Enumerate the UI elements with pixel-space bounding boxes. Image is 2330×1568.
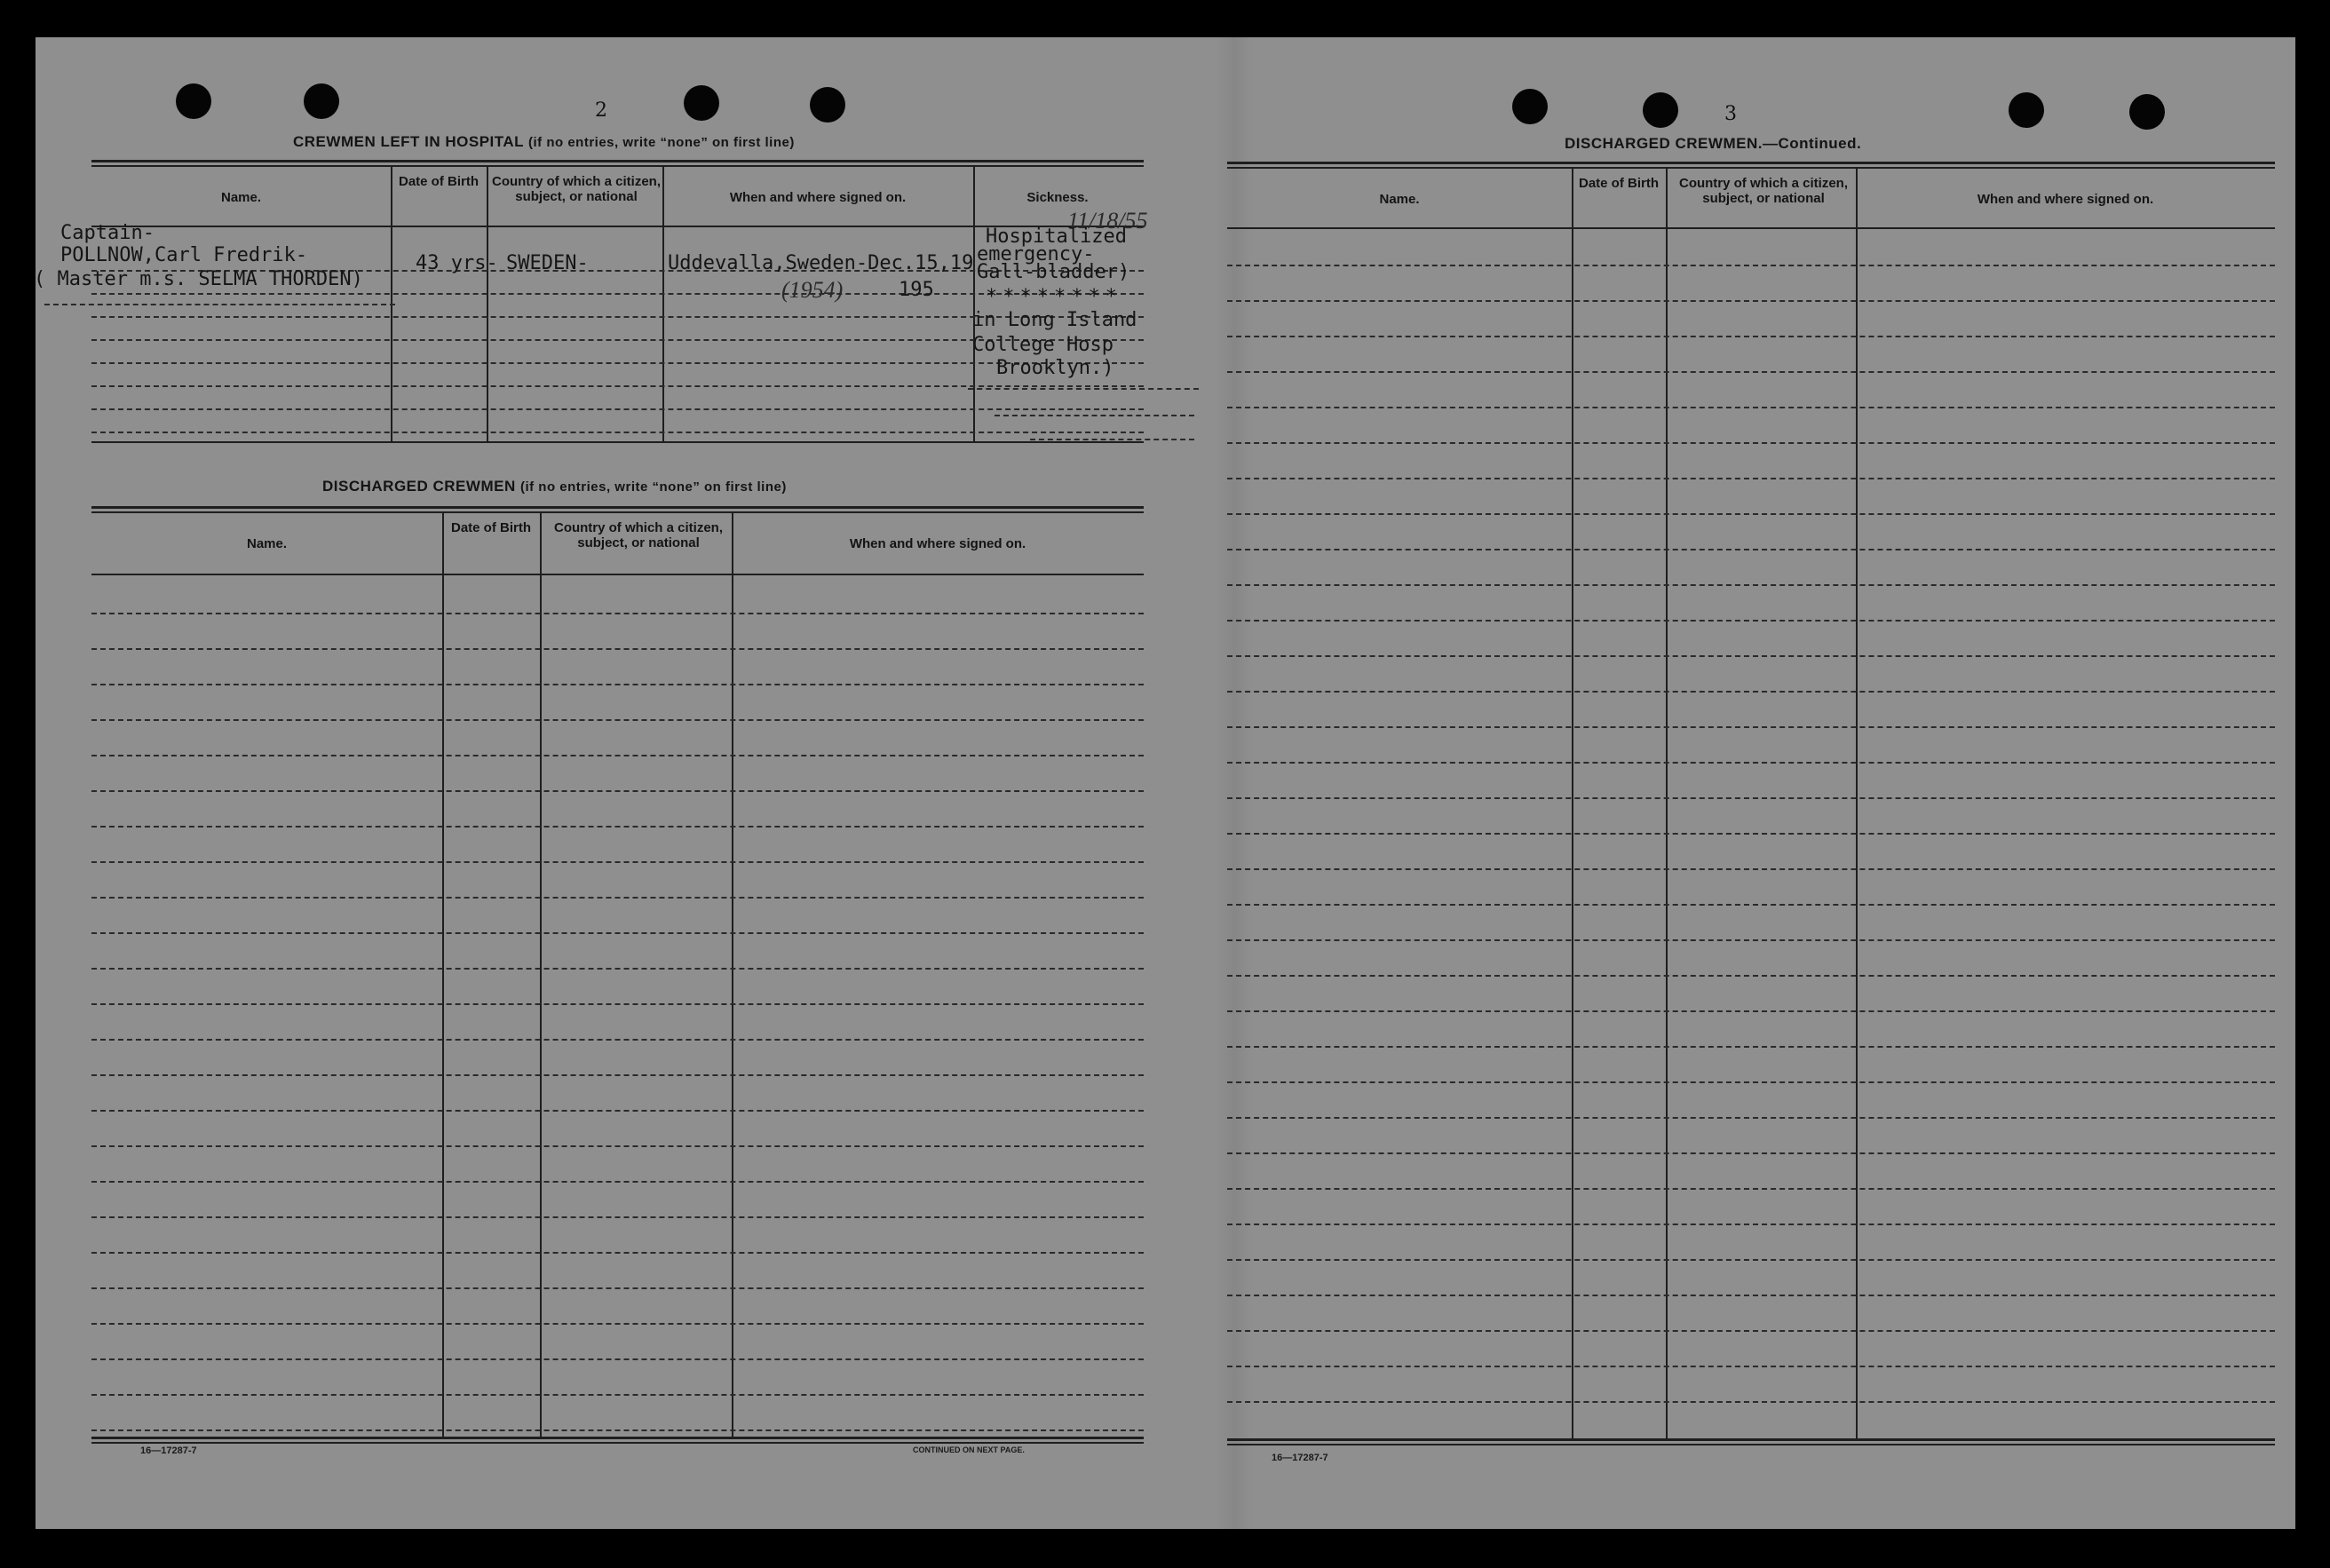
entry-signed-on: Uddevalla,Sweden-Dec.15,19: [668, 252, 974, 274]
col-divider: [662, 167, 664, 442]
entry-sickness: ********: [986, 286, 1122, 308]
discharged-section-title: [322, 478, 787, 495]
col-divider: [442, 513, 444, 1437]
entry-rank: Captain-: [60, 222, 155, 244]
typed-dash-line: [44, 304, 395, 305]
ruled-row-line: [1227, 336, 2275, 337]
ruled-row-line: [91, 861, 1144, 863]
hospital-table-bottom-rule: [91, 441, 1144, 443]
form-code: 16—17287-7: [140, 1445, 197, 1456]
col-header-signed-on: When and where signed on.: [1977, 192, 2154, 207]
discharged-table-top-rule: [91, 506, 1144, 509]
ruled-row-line: [1227, 265, 2275, 266]
entry-country: SWEDEN-: [506, 252, 589, 274]
typed-dash-line: [995, 415, 1194, 416]
col-header-dob: Date of Birth: [1579, 176, 1659, 191]
ruled-row-line: [91, 1145, 1144, 1147]
col-header-dob: Date of Birth: [399, 174, 479, 189]
ruled-row-line: [91, 1323, 1144, 1325]
punch-hole: [1643, 92, 1678, 128]
ruled-row-line: [1227, 620, 2275, 622]
ruled-row-line: [91, 1358, 1144, 1360]
col-divider: [732, 513, 733, 1437]
entry-signed-year-handwritten: (1954): [781, 277, 844, 303]
ruled-row-line: [1227, 1259, 2275, 1261]
ruled-row-line: [91, 362, 1144, 364]
ruled-row-line: [91, 385, 1144, 387]
entry-signed-year-typed: 195: [899, 279, 934, 301]
col-header-dob: Date of Birth: [451, 520, 531, 535]
right-table-bottom-rule: [1227, 1444, 2275, 1445]
col-header-name: Name.: [1379, 192, 1420, 207]
page-number: 3: [1724, 103, 1737, 125]
ruled-row-line: [1227, 1295, 2275, 1296]
ruled-row-line: [1227, 1366, 2275, 1367]
ruled-row-line: [1227, 975, 2275, 977]
ruled-row-line: [91, 790, 1144, 792]
punch-hole: [1512, 89, 1548, 124]
ruled-row-line: [1227, 442, 2275, 444]
entry-sickness: emergency-: [977, 243, 1095, 265]
right-table-bottom-rule: [1227, 1438, 2275, 1441]
ruled-row-line: [91, 1003, 1144, 1005]
ruled-row-line: [91, 968, 1144, 970]
entry-sickness: in Long Island: [972, 309, 1137, 331]
entry-name: POLLNOW,Carl Fredrik-: [60, 244, 308, 266]
col-header-country: Country of which a citizen, subject, or national: [491, 174, 661, 204]
ruled-row-line: [1227, 549, 2275, 550]
ruled-row-line: [1227, 1152, 2275, 1154]
entry-position: ( Master m.s. SELMA THORDEN): [34, 268, 363, 290]
hospital-title-text: CREWMEN LEFT IN HOSPITAL: [293, 133, 524, 150]
hospital-table-top-rule: [91, 160, 1144, 162]
ruled-row-line: [91, 897, 1144, 899]
punch-hole: [2129, 94, 2165, 130]
discharged-table-top-rule: [91, 511, 1144, 513]
continued-section-title: DISCHARGED CREWMEN.—Continued.: [1565, 135, 1862, 152]
col-header-signed-on: When and where signed on.: [729, 190, 907, 205]
ruled-row-line: [91, 648, 1144, 650]
punch-hole: [684, 85, 719, 121]
header-rule: [91, 574, 1144, 575]
ruled-row-line: [91, 613, 1144, 614]
page-number: 2: [595, 99, 607, 122]
ruled-row-line: [1227, 1330, 2275, 1332]
col-divider: [973, 167, 975, 442]
ruled-row-line: [1227, 1224, 2275, 1225]
entry-age: 43 yrs-: [416, 252, 498, 274]
col-header-name: Name.: [246, 536, 288, 551]
ruled-row-line: [1227, 1081, 2275, 1083]
col-divider: [1666, 169, 1668, 1438]
ruled-row-line: [91, 1394, 1144, 1396]
col-header-signed-on: When and where signed on.: [849, 536, 1026, 551]
typed-dash-line: [1030, 439, 1194, 440]
ruled-row-line: [1227, 904, 2275, 906]
manifest-sheet: [36, 37, 2295, 1529]
ruled-row-line: [91, 1039, 1144, 1041]
ruled-row-line: [91, 719, 1144, 721]
ruled-row-line: [91, 408, 1144, 410]
ruled-row-line: [1227, 833, 2275, 835]
typed-dash-line: [968, 388, 1199, 390]
ruled-row-line: [1227, 1046, 2275, 1048]
col-header-name: Name.: [220, 190, 262, 205]
entry-sickness: College Hosp: [972, 334, 1113, 356]
ruled-row-line: [91, 684, 1144, 685]
ruled-row-line: [1227, 726, 2275, 728]
ruled-row-line: [1227, 939, 2275, 941]
continued-note: CONTINUED ON NEXT PAGE.: [913, 1445, 1025, 1454]
col-header-country: Country of which a citizen, subject, or national: [553, 520, 723, 550]
hospital-section-title: [293, 133, 795, 151]
ruled-row-line: [1227, 513, 2275, 515]
entry-sickness: Hospitalized: [986, 226, 1127, 248]
ruled-row-line: [91, 1181, 1144, 1183]
ruled-row-line: [1227, 1117, 2275, 1119]
ruled-row-line: [91, 1216, 1144, 1218]
ruled-row-line: [1227, 407, 2275, 408]
punch-hole: [304, 83, 339, 119]
ruled-row-line: [1227, 797, 2275, 799]
ruled-row-line: [91, 826, 1144, 828]
punch-hole: [810, 87, 845, 123]
ruled-row-line: [1227, 371, 2275, 373]
discharged-table-bottom-rule: [91, 1442, 1144, 1444]
entry-sickness-date: 11/18/55: [1067, 208, 1148, 234]
hospital-instruction: (if no entries, write “none” on first line): [528, 135, 795, 150]
hospital-table-top-rule: [91, 165, 1144, 167]
form-code: 16—17287-7: [1272, 1453, 1328, 1463]
ruled-row-line: [1227, 655, 2275, 657]
ruled-row-line: [91, 432, 1144, 433]
ruled-row-line: [91, 1110, 1144, 1112]
ruled-row-line: [91, 932, 1144, 934]
right-table-top-rule: [1227, 162, 2275, 164]
ruled-row-line: [1227, 762, 2275, 764]
ruled-row-line: [1227, 478, 2275, 479]
ruled-row-line: [91, 1252, 1144, 1254]
page-fold: [1217, 37, 1252, 1529]
right-table-top-rule: [1227, 167, 2275, 169]
ruled-row-line: [91, 755, 1144, 756]
col-divider: [487, 167, 488, 442]
col-divider: [1856, 169, 1858, 1438]
ruled-row-line: [1227, 868, 2275, 870]
discharged-instruction: (if no entries, write “none” on first line): [519, 479, 787, 495]
col-divider: [540, 513, 542, 1437]
punch-hole: [176, 83, 211, 119]
ruled-row-line: [1227, 1010, 2275, 1012]
entry-sickness: Gall-bladder): [977, 261, 1130, 283]
ruled-row-line: [1227, 1188, 2275, 1190]
discharged-title-text: DISCHARGED CREWMEN: [322, 478, 516, 495]
col-header-sickness: Sickness.: [1026, 190, 1089, 205]
ruled-row-line: [1227, 691, 2275, 693]
col-divider: [1572, 169, 1573, 1438]
ruled-row-line: [1227, 584, 2275, 586]
col-header-country: Country of which a citizen, subject, or national: [1678, 176, 1848, 206]
entry-sickness: Brooklyn.): [996, 357, 1114, 379]
ruled-row-line: [91, 1287, 1144, 1289]
discharged-table-bottom-rule: [91, 1437, 1144, 1439]
ruled-row-line: [1227, 300, 2275, 302]
punch-hole: [2009, 92, 2044, 128]
header-rule: [1227, 227, 2275, 229]
ruled-row-line: [91, 1429, 1144, 1431]
ruled-row-line: [91, 1074, 1144, 1076]
ruled-row-line: [1227, 1401, 2275, 1403]
